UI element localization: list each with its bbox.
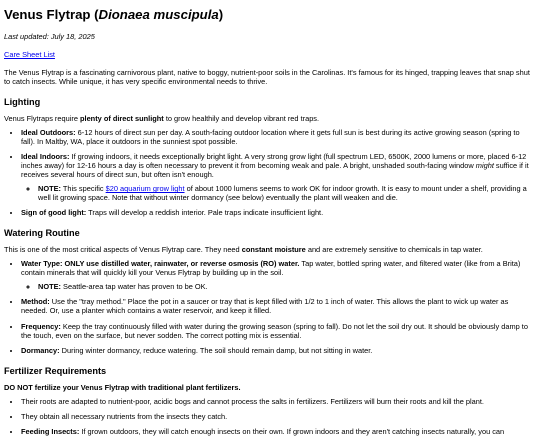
latin-name: Dionaea muscipula [98, 7, 219, 22]
list-item: • Frequency: Keep the tray continuously filled with water during the growing season (spring to fall). Do not let the soil dry out. It should be obviously damp to the touch, even on the surface, but never sodden. The correct potting mix is essential. [21, 322, 535, 340]
watering-heading: Watering Routine [4, 228, 80, 239]
list-item: • Ideal Outdoors: 6-12 hours of direct sun per day. A south-facing outdoor location where it gets full sun is best during its active growing season (spring to fall). In Maltby, WA, place it outdoors in the sunniest spot possible. [21, 128, 535, 146]
page-title: Venus Flytrap (Dionaea muscipula) [4, 7, 224, 22]
care-sheet-list-link[interactable]: Care Sheet List [4, 49, 55, 59]
fertilizer-intro: DO NOT fertilize your Venus Flytrap with traditional plant fertilizers. [4, 382, 241, 392]
list-item: ◦ NOTE: This specific $20 aquarium grow light of about 1000 lumens seems to work OK for indoor growth. It is easy to mount under a shelf, providing a well lit growing space. Note that without winter dormancy (see below) eventually the plant will weaken and die. [38, 184, 535, 202]
watering-intro: This is one of the most critical aspects of Venus Flytrap care. They need constant moisture and are extremely sensitive to chemicals in tap water. [4, 245, 483, 255]
list-item: • Sign of good light: Traps will develop a reddish interior. Pale traps indicate insufficient light. [21, 208, 535, 217]
list-item: ◦ NOTE: Seattle-area tap water has proven to be OK. [38, 282, 535, 291]
list-item: • Ideal Indoors: If growing indoors, it needs exceptionally bright light. A very strong grow light (full spectrum LED, 6500K, 2000 lumens or more, placed 6-12 inches away) for 12-16 hours a day is often necessary to prevent it from becoming weak and pale. A bright, unshaded south-facing window might suffice if it receives several hours of direct sun, but often isn't enough. ◦ NOTE: This specific $20 aquarium grow light of about 1000 lumens seems to work OK for indoor growth. It is easy to mount under a shelf, providing a well lit growing space. Note that without winter dormancy (see below) eventually the plant will weaken and die. [21, 152, 535, 202]
fertilizer-heading: Fertilizer Requirements [4, 365, 107, 376]
lighting-list [4, 128, 535, 217]
last-updated: Last updated: July 18, 2025 [4, 31, 95, 41]
lighting-intro: Venus Flytraps require plenty of direct sunlight to grow healthily and develop vibrant red traps. [4, 114, 320, 123]
list-item: • Their roots are adapted to nutrient-poor, acidic bogs and cannot process the salts in fertilizers. Fertilizers will burn their roots and kill the plant. [21, 397, 535, 406]
grow-light-link[interactable]: $20 aquarium grow light [105, 184, 185, 194]
watering-list [4, 259, 535, 354]
list-item: • Method: Use the "tray method." Place the pot in a saucer or tray that is kept filled with 1/2 to 1 inch of water. This allows the plant to wick up water as needed. Or, use a planter which contains a water reservoir, and keep it filled. [21, 297, 535, 315]
list-item: • Dormancy: During winter dormancy, reduce watering. The soil should remain damp, but not sitting in water. [21, 346, 535, 355]
lighting-heading: Lighting [4, 96, 41, 107]
list-item: • They obtain all necessary nutrients from the insects they catch. [21, 412, 535, 421]
fertilizer-list [4, 397, 535, 436]
list-item: • Feeding Insects: If grown outdoors, they will catch enough insects on their own. If grown indoors and they aren't catching insects naturally, you can [21, 427, 535, 436]
list-item: • Water Type: ONLY use distilled water, rainwater, or reverse osmosis (RO) water. Tap water, bottled spring water, and filtered water (like from a Brita) contain minerals that will quickly kill your Venus Flytrap by building up in the soil. ◦ NOTE: Seattle-area tap water has proven to be OK. [21, 259, 535, 291]
intro-paragraph: The Venus Flytrap is a fascinating carnivorous plant, native to boggy, nutrient-poor soils in the Carolinas. It's famous for its hinged, trapping leaves that snap shut to catch insects. While unique, it has very specific environmental needs to thrive. [4, 67, 530, 86]
